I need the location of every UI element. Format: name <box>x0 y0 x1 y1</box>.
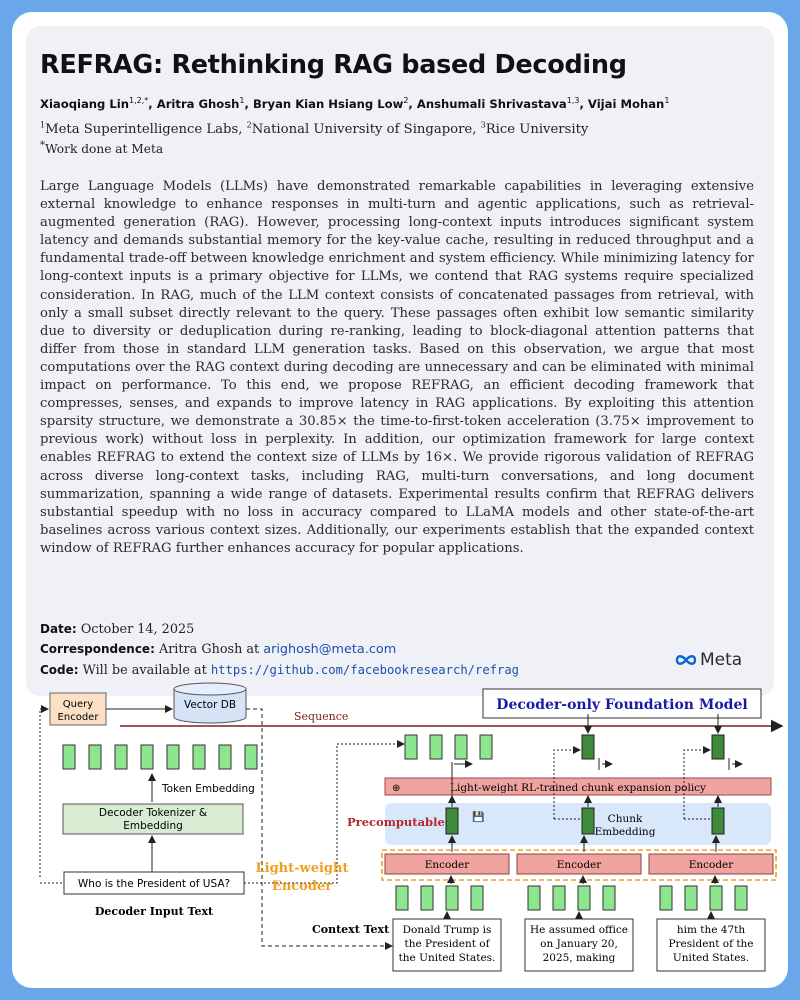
context-token <box>685 886 697 910</box>
token-embedding <box>63 745 75 769</box>
question-text: Who is the President of USA? <box>77 878 231 890</box>
token-embedding <box>245 745 257 769</box>
context-token <box>735 886 747 910</box>
decoder-token <box>430 735 442 759</box>
token-embedding <box>219 745 231 769</box>
token-embedding-label: Token Embedding <box>162 783 255 795</box>
correspondence-label: Correspondence: <box>40 642 155 656</box>
policy-label: Light-weight RL-trained chunk expansion policy <box>450 782 706 794</box>
architecture-figure <box>12 12 788 988</box>
chunk-text-line: Donald Trump is <box>402 924 492 936</box>
date-value: October 14, 2025 <box>80 622 195 637</box>
work-note: *Work done at Meta <box>40 140 164 157</box>
context-token <box>528 886 540 910</box>
svg-text:Encoder: Encoder <box>271 879 333 894</box>
expanded-chunk-token <box>582 735 594 759</box>
email-link[interactable]: arighosh@meta.com <box>263 642 397 657</box>
chunk-embedding-2 <box>712 808 724 834</box>
author-0: Xiaoqiang Lin$^{1,2,*}$, <box>40 96 157 111</box>
chunk-text-line: the United States. <box>398 952 496 964</box>
context-token <box>578 886 590 910</box>
context-token <box>660 886 672 910</box>
author-1: Aritra Ghosh$^1$, <box>156 96 253 111</box>
context-token <box>603 886 615 910</box>
affiliation-2: $^3$Rice University <box>480 121 589 138</box>
encoder-label-1: Encoder <box>556 859 602 871</box>
decoder-input-label: Decoder Input Text <box>94 905 214 918</box>
chunk-embedding-0 <box>446 808 458 834</box>
chunk-text-line: on January 20, <box>540 938 618 950</box>
svg-text:Embedding: Embedding <box>123 820 183 832</box>
decoder-token <box>405 735 417 759</box>
token-embedding <box>193 745 205 769</box>
affiliation-0: $^1$Meta Superintelligence Labs, <box>40 121 247 138</box>
encoder-label-0: Encoder <box>424 859 470 871</box>
token-embedding <box>89 745 101 769</box>
code-label: Code: <box>40 663 79 677</box>
correspondence-line: Correspondence: Aritra Ghosh at arighosh@meta.com <box>40 642 397 657</box>
author-3: Anshumali Shrivastava$^{1,3}$, <box>416 96 588 111</box>
chunk-text-line: United States. <box>672 952 750 964</box>
context-token <box>396 886 408 910</box>
code-line: Code: Will be available at https://github.com/facebookresearch/refrag <box>40 663 520 678</box>
sequence-label: Sequence <box>294 710 349 723</box>
chunk-text-line: President of the <box>668 938 754 950</box>
precomputable-label: Precomputable <box>347 815 445 829</box>
query-encoder-label: Query <box>62 699 94 710</box>
decoder-model-label: Decoder-only Foundation Model <box>496 697 748 713</box>
svg-text:Encoder: Encoder <box>57 712 99 723</box>
decoder-token <box>455 735 467 759</box>
svg-text:Embedding: Embedding <box>594 826 656 838</box>
context-token <box>553 886 565 910</box>
context-token <box>471 886 483 910</box>
chunk-embedding-1 <box>582 808 594 834</box>
paper-title: REFRAG: Rethinking RAG based Decoding <box>40 50 627 80</box>
date-label: Date: <box>40 622 77 636</box>
save-icon: 💾 <box>472 812 485 823</box>
author-4: Vijai Mohan$^1$ <box>587 96 670 111</box>
chunk-text-line: him the 47th <box>676 924 746 936</box>
svg-text:Chunk: Chunk <box>607 813 643 825</box>
vector-db-label: Vector DB <box>183 699 237 711</box>
context-token <box>710 886 722 910</box>
affiliation-1: $^2$National University of Singapore, <box>246 121 481 138</box>
token-embedding <box>141 745 153 769</box>
context-token <box>421 886 433 910</box>
context-text-label: Context Text <box>312 923 390 936</box>
robot-icon: ⊕ <box>392 783 401 794</box>
token-embedding <box>167 745 179 769</box>
author-2: Bryan Kian Hsiang Low$^2$, <box>252 96 417 111</box>
chunk-text-line: the President of <box>404 938 490 950</box>
decoder-token <box>480 735 492 759</box>
chunk-text-line: He assumed office <box>530 924 628 936</box>
context-token <box>446 886 458 910</box>
svg-text:Decoder Tokenizer &: Decoder Tokenizer & <box>98 807 208 819</box>
abstract: Large Language Models (LLMs) have demonstrated remarkable capabilities in leveraging extensive external knowledge to enhance responses in multi-turn and agentic applications, such as retrieval-augmented generation (RAG). However, processing long-context inputs introduces significant system latency and demands substantial memory for the key-value cache, resulting in reduced throughput and a fundamental trade-off between knowledge enrichment and system efficiency. While minimizing latency for long-context inputs is a primary objective for LLMs, we contend that RAG systems require specialized consideration. In RAG, much of the LLM context consists of concatenated passages from retrieval, with only a small subset directly relevant to the query. These passages often exhibit low semantic similarity due to diversity or deduplication during re-ranking, leading to block-diagonal attention patterns that differ from those in standard LLM generation tasks. Based on this observation, we argue that most computations over the RAG context during decoding are unnecessary and can be eliminated with minimal impact on performance. To this end, we propose REFRAG, an efficient decoding framework that compresses, senses, and expands to improve latency in RAG applications. By exploiting this attention sparsity structure, we demonstrate a 30.85× the time-to-first-token acceleration (3.75× improvement to previous work) without loss in perplexity. In addition, our optimization framework for large context enables REFRAG to extend the context size of LLMs by 16×. We provide rigorous validation of REFRAG across diverse long-context tasks, including RAG, multi-turn conversations, and long document summarization, spanning a wide range of datasets. Experimental results confirm that REFRAG delivers substantial speedup with no loss in accuracy compared to LLaMA models and other state-of-the-art baselines across various context sizes. Additionally, our experiments establish that the expanded context window of REFRAG further enhances accuracy for popular applications. <box>40 179 754 556</box>
github-link[interactable]: https://github.com/facebookresearch/refrag <box>210 663 520 677</box>
token-embedding <box>115 745 127 769</box>
meta-logo: Meta <box>674 650 742 670</box>
chunk-text-line: 2025, making <box>542 952 616 964</box>
content-card <box>12 12 788 988</box>
expanded-chunk-token <box>712 735 724 759</box>
encoder-label-2: Encoder <box>688 859 734 871</box>
svg-text:Light-weight: Light-weight <box>255 861 349 876</box>
